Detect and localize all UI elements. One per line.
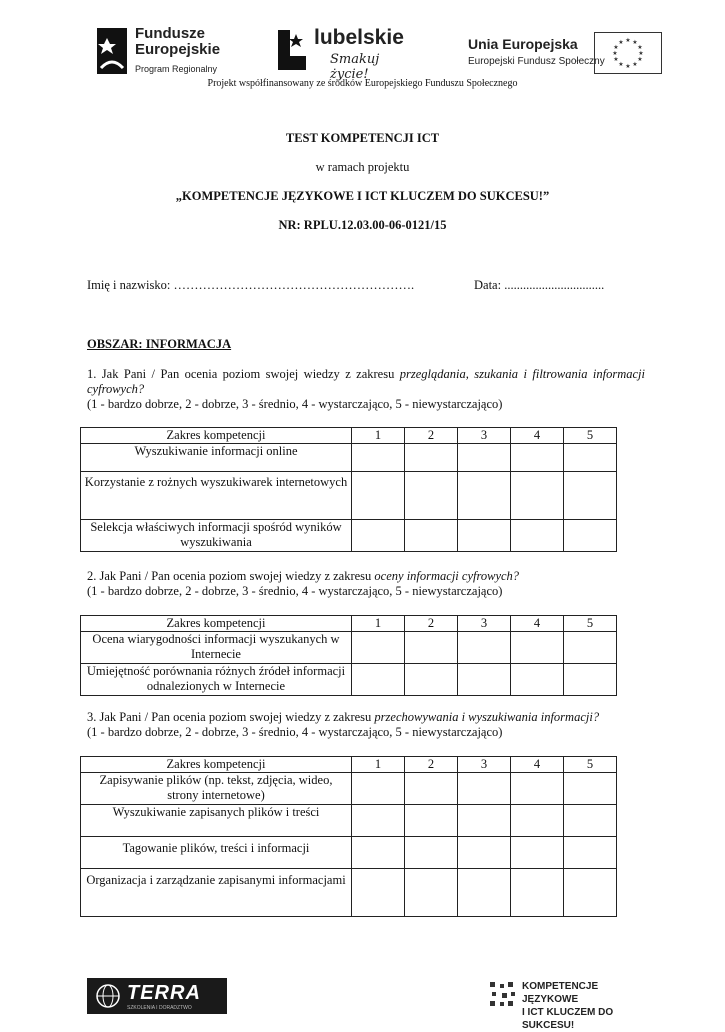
rating-cell[interactable]	[352, 869, 405, 917]
eu-flag-icon	[594, 32, 662, 74]
lubelskie-emblem-icon	[270, 26, 312, 74]
rating-cell[interactable]	[458, 664, 511, 696]
fe-logo-subtitle: Program Regionalny	[135, 64, 218, 74]
rating-cell[interactable]	[511, 837, 564, 869]
table-header-row	[81, 757, 617, 773]
rating-cell[interactable]	[352, 472, 405, 520]
rating-cell[interactable]	[405, 472, 458, 520]
rating-cell[interactable]	[458, 632, 511, 664]
rating-cell[interactable]	[352, 805, 405, 837]
globe-icon	[93, 982, 123, 1010]
question-2-table	[80, 615, 617, 696]
rating-cell[interactable]	[458, 869, 511, 917]
question-1: 1. Jak Pani / Pan ocenia poziom swojej wiedzy z zakresu przeglądania, szukania i filtrowania informacji cyfrowych? (1 - bardzo dobrze, 2 - dobrze, 3 - średnio, 4 - wystarczająco, 5 - niewystarczająco)	[87, 367, 646, 411]
rating-cell[interactable]	[564, 444, 617, 472]
rating-cell[interactable]	[511, 520, 564, 552]
header-cell: 4	[511, 616, 564, 632]
rating-cell[interactable]	[564, 869, 617, 917]
table-row	[81, 869, 617, 917]
table-row	[81, 837, 617, 869]
svg-text:★: ★	[637, 44, 643, 51]
table-row	[81, 632, 617, 664]
scale-note: (1 - bardzo dobrze, 2 - dobrze, 3 - średnio, 4 - wystarczająco, 5 - niewystarczająco)	[87, 725, 503, 739]
rating-cell[interactable]	[405, 805, 458, 837]
lubelskie-slogan: Smakuj życie!	[330, 52, 380, 82]
rating-cell[interactable]	[564, 664, 617, 696]
rating-cell[interactable]	[405, 837, 458, 869]
svg-text:★: ★	[618, 61, 624, 68]
header-cell: 5	[564, 757, 617, 773]
table-row	[81, 472, 617, 520]
competence-label: Zapisywanie plików (np. tekst, zdjęcia, wideo, strony internetowe)	[81, 773, 352, 805]
rating-cell[interactable]	[458, 444, 511, 472]
kompetencje-logo-text: KOMPETENCJE JĘZYKOWE I ICT KLUCZEM DO SUKCESU!	[522, 981, 614, 1031]
section-heading: OBSZAR: INFORMACJA	[87, 337, 232, 351]
header-cell: Zakres kompetencji	[81, 428, 352, 444]
header-cell: 1	[352, 616, 405, 632]
rating-cell[interactable]	[458, 805, 511, 837]
svg-text:★: ★	[637, 56, 643, 63]
rating-cell[interactable]	[405, 773, 458, 805]
header-cell: 3	[458, 757, 511, 773]
question-3-table	[80, 756, 617, 917]
funding-note: Projekt współfinansowany ze środków Europejskiego Funduszu Społecznego	[207, 78, 518, 89]
rating-cell[interactable]	[511, 472, 564, 520]
competence-label: Wyszukiwanie informacji online	[81, 444, 352, 472]
project-name: „KOMPETENCJE JĘZYKOWE I ICT KLUCZEM DO SUKCESU!”	[175, 189, 550, 203]
fe-emblem-icon	[97, 28, 127, 74]
ue-title: Unia Europejska	[468, 36, 578, 52]
svg-text:★: ★	[613, 44, 619, 51]
lubelskie-logo	[270, 26, 410, 82]
table-header-row	[81, 428, 617, 444]
name-field: Imię i nazwisko: ………………………………………………….	[87, 278, 415, 292]
table-row	[81, 805, 617, 837]
header-cell: 5	[564, 616, 617, 632]
header-cell: 4	[511, 428, 564, 444]
svg-text:★: ★	[632, 61, 638, 68]
svg-text:★: ★	[625, 63, 631, 70]
rating-cell[interactable]	[511, 805, 564, 837]
rating-cell[interactable]	[352, 773, 405, 805]
rating-cell[interactable]	[511, 869, 564, 917]
competence-label: Korzystanie z rożnych wyszukiwarek internetowych	[81, 472, 352, 520]
header-cell: 5	[564, 428, 617, 444]
header-cell: 1	[352, 428, 405, 444]
competence-label: Ocena wiarygodności informacji wyszukanych w Internecie	[81, 632, 352, 664]
table-row	[81, 773, 617, 805]
project-number: NR: RPLU.12.03.00-06-0121/15	[278, 218, 447, 232]
rating-cell[interactable]	[511, 632, 564, 664]
svg-text:★: ★	[632, 39, 638, 46]
document-subtitle: w ramach projektu	[315, 160, 410, 174]
rating-cell[interactable]	[405, 664, 458, 696]
fundusze-europejskie-logo	[97, 24, 237, 78]
header-cell: 3	[458, 616, 511, 632]
svg-text:★: ★	[612, 50, 618, 57]
question-3: 3. Jak Pani / Pan ocenia poziom swojej wiedzy z zakresu przechowywania i wyszukiwania informacji? (1 - bardzo dobrze, 2 - dobrze, 3 - średnio, 4 - wystarczająco, 5 - niewystarczająco)	[87, 710, 600, 739]
svg-text:★: ★	[613, 56, 619, 63]
table-header-row	[81, 616, 617, 632]
rating-cell[interactable]	[405, 869, 458, 917]
rating-cell[interactable]	[511, 773, 564, 805]
rating-cell[interactable]	[564, 632, 617, 664]
rating-cell[interactable]	[458, 520, 511, 552]
rating-cell[interactable]	[352, 664, 405, 696]
lubelskie-name: lubelskie	[314, 26, 404, 49]
date-field: Data: ................................	[474, 278, 605, 292]
rating-cell[interactable]	[564, 805, 617, 837]
rating-cell[interactable]	[511, 664, 564, 696]
terra-name: TERRA	[127, 982, 201, 1004]
rating-cell[interactable]	[564, 472, 617, 520]
table-row	[81, 664, 617, 696]
rating-cell[interactable]	[352, 444, 405, 472]
header-cell: Zakres kompetencji	[81, 757, 352, 773]
table-row	[81, 444, 617, 472]
rating-cell[interactable]	[352, 520, 405, 552]
header-cell: Zakres kompetencji	[81, 616, 352, 632]
unia-europejska-logo	[468, 30, 668, 74]
header-cell: 2	[405, 757, 458, 773]
rating-cell[interactable]	[564, 773, 617, 805]
rating-cell[interactable]	[511, 444, 564, 472]
terra-subtitle: SZKOLENIA I DORADZTWO	[127, 1005, 192, 1011]
fe-logo-text: Fundusze Europejskie	[135, 25, 221, 58]
rating-cell[interactable]	[564, 837, 617, 869]
competence-label: Selekcja właściwych informacji spośród wyników wyszukiwania	[81, 520, 352, 552]
document-title: TEST KOMPETENCJI ICT	[285, 131, 440, 145]
scale-note: (1 - bardzo dobrze, 2 - dobrze, 3 - średnio, 4 - wystarczająco, 5 - niewystarczająco)	[87, 584, 503, 598]
rating-cell[interactable]	[564, 520, 617, 552]
scale-note: (1 - bardzo dobrze, 2 - dobrze, 3 - średnio, 4 - wystarczająco, 5 - niewystarczająco)	[87, 397, 503, 411]
ue-subtitle: Europejski Fundusz Społeczny	[468, 56, 605, 67]
header-cell: 2	[405, 616, 458, 632]
dots-emblem-icon	[488, 980, 518, 1010]
rating-cell[interactable]	[352, 837, 405, 869]
svg-text:★: ★	[618, 39, 624, 46]
table-row	[81, 520, 617, 552]
rating-cell[interactable]	[405, 632, 458, 664]
competence-label: Wyszukiwanie zapisanych plików i treści	[81, 805, 352, 837]
svg-text:★: ★	[625, 37, 631, 44]
terra-logo	[87, 978, 227, 1014]
rating-cell[interactable]	[458, 837, 511, 869]
competence-label: Umiejętność porównania różnych źródeł informacji odnalezionych w Internecie	[81, 664, 352, 696]
rating-cell[interactable]	[458, 773, 511, 805]
competence-label: Organizacja i zarządzanie zapisanymi informacjami	[81, 869, 352, 917]
rating-cell[interactable]	[405, 520, 458, 552]
kompetencje-logo	[488, 974, 638, 1031]
question-2: 2. Jak Pani / Pan ocenia poziom swojej wiedzy z zakresu oceny informacji cyfrowych? (1 - bardzo dobrze, 2 - dobrze, 3 - średnio, 4 - wystarczająco, 5 - niewystarczająco)	[87, 569, 520, 598]
header-cell: 2	[405, 428, 458, 444]
header-cell: 1	[352, 757, 405, 773]
rating-cell[interactable]	[458, 472, 511, 520]
svg-text:★: ★	[638, 50, 644, 57]
rating-cell[interactable]	[352, 632, 405, 664]
header-cell: 4	[511, 757, 564, 773]
rating-cell[interactable]	[405, 444, 458, 472]
competence-label: Tagowanie plików, treści i informacji	[81, 837, 352, 869]
header-cell: 3	[458, 428, 511, 444]
question-1-table	[80, 427, 617, 552]
